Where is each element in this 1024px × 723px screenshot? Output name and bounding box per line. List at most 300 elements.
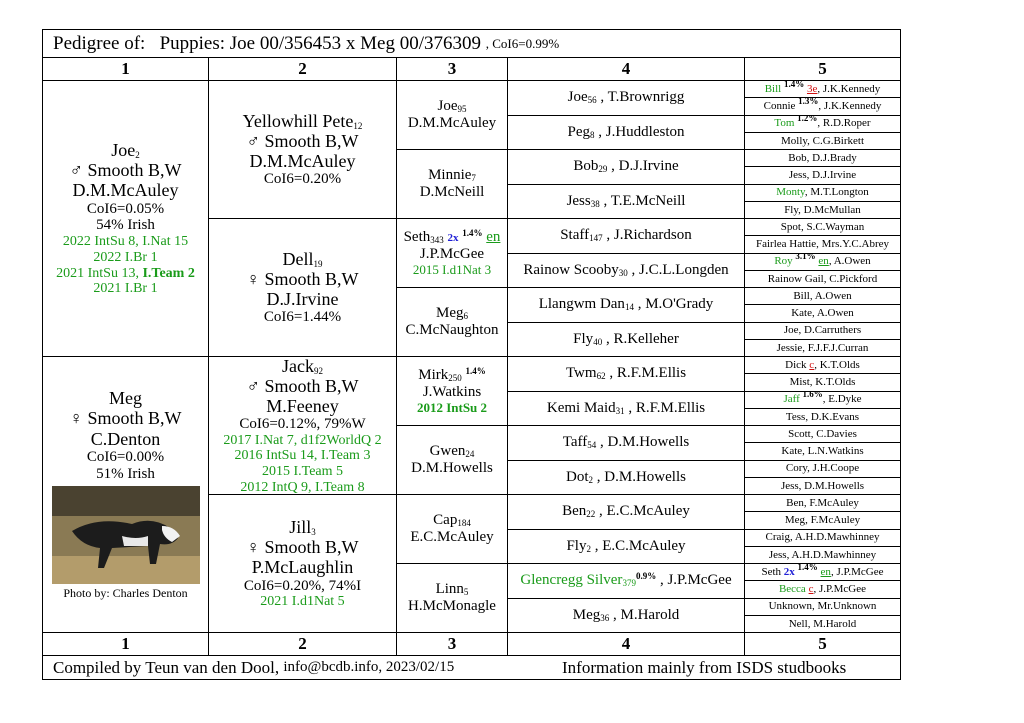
cell-line — [788, 428, 857, 440]
dog-number: 147 — [589, 233, 603, 244]
gen5-dog — [745, 392, 900, 409]
coi-pct-sup — [636, 571, 656, 581]
owner: , T.E.McNeill — [603, 192, 686, 209]
coi-pct-sup — [784, 81, 804, 89]
gen-footer-4 — [508, 633, 745, 656]
dog-name: Kate — [791, 307, 812, 320]
gen5-dog — [745, 202, 900, 219]
gen5-dog — [745, 271, 900, 288]
owner: H.McMonagle — [408, 598, 496, 614]
gen-number: 2 — [298, 634, 307, 654]
cell-line — [109, 388, 142, 408]
cell-line — [790, 376, 856, 388]
dog-number-sub — [464, 587, 469, 597]
cell-line — [63, 587, 187, 600]
gen5-dog — [745, 288, 900, 305]
dog-name: Scott — [788, 427, 811, 440]
gen5-dog — [745, 323, 900, 340]
dog-name: Bill — [764, 82, 782, 95]
owner: D.J.Irvine — [266, 289, 339, 310]
cell-line — [250, 151, 356, 171]
owner: , D.J.Irvine — [806, 169, 857, 182]
flag-marker: en — [486, 228, 501, 245]
coi-pct-sup — [798, 564, 818, 572]
cell-line — [69, 408, 181, 428]
dog-name: Cory — [785, 462, 808, 475]
dog-name: Fly — [784, 203, 799, 216]
owner: , A.Owen — [811, 307, 854, 320]
dog-name: Peg — [567, 123, 590, 140]
cell-line — [563, 434, 689, 451]
title-coi: , CoI6=0.99% — [485, 35, 560, 51]
owner: J.P.McGee — [419, 245, 485, 262]
gen5-dog — [745, 167, 900, 184]
gen5-dog — [745, 340, 900, 357]
dog-name: Meg — [572, 606, 601, 623]
gen3-dog — [397, 219, 508, 288]
owner: , D.M.Howells — [600, 434, 690, 451]
cell-line — [523, 262, 728, 279]
cell-line — [413, 263, 491, 278]
cell-line — [781, 480, 864, 492]
gen3-dog — [397, 564, 508, 633]
owner: , C.Pickford — [823, 272, 878, 285]
cell-line — [73, 180, 179, 200]
dog-name: Jess — [566, 192, 591, 209]
flag-marker: en — [820, 565, 831, 578]
dog-name: Glencregg Silver — [520, 572, 623, 589]
dog-name: Craig — [765, 531, 790, 544]
owner: , D.M.Howells — [596, 468, 686, 485]
owner: E.C.McAuley — [410, 529, 494, 545]
dog-number: 6 — [463, 311, 468, 322]
dog-name: Meg — [436, 305, 464, 322]
owner: , Mrs.Y.C.Abrey — [816, 238, 889, 251]
gen4-dog — [508, 150, 745, 185]
cell-line — [560, 227, 692, 244]
dog-name: Fairlea Hattie — [756, 238, 817, 251]
dog-number-sub — [598, 164, 607, 174]
dog-number-sub — [314, 259, 323, 269]
coi-pct-sup — [797, 116, 817, 124]
cell-line — [765, 83, 881, 95]
coi: CoI6=0.05% — [86, 200, 165, 217]
flag-marker: c — [809, 358, 815, 371]
gen-footer-5 — [745, 633, 900, 656]
dog-name: Fly — [566, 537, 587, 554]
cell-line — [566, 538, 685, 555]
gen3-dog — [397, 288, 508, 357]
gen4-dog — [508, 530, 745, 565]
dog-name: Jessie — [776, 341, 803, 354]
cell-line — [430, 443, 475, 460]
owner: P.McLaughlin — [251, 557, 354, 578]
dog-number-sub — [588, 95, 597, 105]
cell-line — [779, 583, 866, 595]
dog-number: 24 — [465, 449, 475, 460]
owner: J.Watkins — [422, 383, 482, 400]
cell-line — [246, 269, 358, 289]
dog-number: 62 — [596, 371, 606, 382]
dog-name: Monty — [776, 186, 805, 199]
dog-number: 54 — [587, 440, 597, 451]
dog-number-sub — [430, 235, 444, 245]
cell-line — [111, 140, 140, 160]
gen-number: 4 — [621, 59, 631, 79]
cell-line — [781, 221, 864, 233]
dog-number: 40 — [593, 336, 603, 347]
flag-marker: en — [818, 255, 829, 268]
gen5-dog — [745, 512, 900, 529]
dog-number-sub — [448, 373, 462, 383]
cell-line — [423, 384, 481, 401]
gen5-dog — [745, 219, 900, 236]
cell-line — [433, 512, 471, 529]
gen5-dog — [745, 461, 900, 478]
dog-name: Bob — [573, 158, 599, 175]
coi-pct-sup — [795, 254, 815, 262]
cell-line — [761, 566, 883, 578]
dog-name: Nell — [788, 617, 808, 630]
gen-number: 1 — [121, 59, 130, 79]
footer-source: Information mainly from ISDS studbooks — [562, 657, 847, 677]
cell-line — [793, 290, 851, 302]
award-bold: I.Team 2 — [142, 265, 195, 281]
gen5-dog — [745, 185, 900, 202]
cell-line — [267, 289, 339, 309]
gen-header-5 — [745, 58, 900, 81]
award: 2021 I.d1Nat 5 — [260, 594, 345, 610]
owner: , D.J.Brady — [806, 151, 857, 164]
dog-number-sub — [600, 613, 609, 623]
owner: , J.C.L.Longden — [631, 261, 729, 278]
owner: , R.F.M.Ellis — [628, 399, 706, 416]
line-pct: 1.4% — [797, 564, 818, 572]
dog-name: Joe — [111, 140, 136, 161]
gen4-dog — [508, 254, 745, 289]
cell-line — [573, 158, 678, 175]
award: 2016 IntSu 14, I.Team 3 — [234, 448, 371, 464]
owner: , J.P.McGee — [830, 565, 884, 578]
dog-name: Becca — [778, 583, 806, 596]
owner: , K.T.Olds — [814, 358, 860, 371]
cell-line — [566, 365, 686, 382]
dog-number: 38 — [590, 198, 600, 209]
owner: , R.D.Roper — [817, 117, 871, 130]
gen5-dog — [745, 236, 900, 253]
gen3-dog — [397, 426, 508, 495]
dog-name: Unknown — [768, 600, 812, 613]
cell-line — [246, 537, 358, 557]
cell-line — [406, 322, 499, 339]
owner: C.Denton — [90, 428, 161, 449]
dog-name: Taff — [562, 434, 588, 451]
owner: , J.K.Kennedy — [818, 100, 882, 113]
award: 2022 IntSu 8, I.Nat 15 — [62, 234, 189, 250]
cell-line — [774, 117, 870, 129]
cell-line — [786, 497, 859, 509]
cell-line — [63, 234, 188, 250]
gen5-dog — [745, 254, 900, 271]
cell-line — [420, 184, 485, 201]
cell-line — [756, 238, 889, 250]
dog-name: Mirk — [418, 366, 449, 383]
dog-name: Tess — [785, 410, 806, 423]
gen5-dog — [745, 305, 900, 322]
coi: CoI6=0.00% — [86, 448, 165, 465]
owner: , E.C.McAuley — [599, 503, 690, 520]
cell-line — [264, 171, 341, 188]
dog-name: Linn — [435, 581, 464, 598]
gen5-dog — [745, 374, 900, 391]
cell-line — [410, 529, 493, 546]
gen-number: 4 — [621, 634, 631, 654]
gen4-dog — [508, 81, 745, 116]
gen5-dog — [745, 426, 900, 443]
cell-line — [791, 307, 854, 319]
dog-name: Fly — [573, 330, 594, 347]
cell-line — [404, 229, 501, 246]
photo-caption: Photo by: Charles Denton — [63, 586, 188, 601]
gen-number: 1 — [121, 634, 130, 654]
dog-number-sub — [586, 544, 591, 554]
cell-line — [91, 429, 161, 449]
cell-line — [428, 167, 476, 184]
owner: , L.N.Watkins — [802, 445, 864, 458]
coi-pct-sup — [798, 98, 818, 106]
dog-name: Connie — [763, 100, 796, 113]
sex-coat: ♀ Smooth B,W — [69, 408, 182, 429]
gen-footer-3 — [397, 633, 508, 656]
dog-number-sub — [589, 233, 603, 243]
gen5-dog — [745, 495, 900, 512]
gen-number: 3 — [447, 59, 457, 79]
owner: , J.K.Kennedy — [817, 82, 881, 95]
cell-line — [520, 572, 731, 589]
cell-line — [562, 503, 690, 520]
line-pct: 0.9% — [635, 571, 657, 582]
dog-number: 31 — [615, 405, 625, 416]
owner: , C.G.Birkett — [807, 134, 865, 147]
dog-number: 2 — [586, 543, 591, 554]
dog-number: 12 — [353, 120, 363, 131]
duplicate-marker: 2x — [783, 565, 795, 578]
dog-number: 30 — [618, 267, 628, 278]
cell-line — [573, 607, 680, 624]
owner: , R.F.M.Ellis — [609, 365, 687, 382]
dog-number: 92 — [313, 365, 323, 376]
dog-number: 343 — [430, 234, 444, 245]
title-subject: Puppies: Joe 00/356453 x Meg 00/376309 — [159, 32, 481, 54]
gen-footer-1 — [43, 633, 209, 656]
cell-line — [766, 531, 880, 543]
cell-line — [438, 98, 467, 115]
sex-coat: ♀ Smooth B,W — [246, 269, 359, 290]
owner: , M.Harold — [807, 617, 857, 630]
gen5-dog — [745, 478, 900, 495]
dog-name: Seth — [761, 565, 782, 578]
dog-name: Kate — [781, 445, 803, 458]
cell-line — [252, 557, 354, 577]
dog-name: Gwen — [429, 443, 466, 460]
dog-number-sub — [458, 104, 467, 114]
cell-line — [776, 186, 869, 198]
owner: D.M.McAuley — [407, 115, 497, 131]
dog-name: Cap — [433, 512, 458, 529]
cell-line — [289, 517, 316, 537]
gen5-dog — [745, 530, 900, 547]
coi: CoI6=0.20%, 74%I — [243, 577, 362, 594]
sex-coat: ♀ Smooth B,W — [246, 537, 359, 558]
gen4-dog — [508, 495, 745, 530]
cell-line — [789, 169, 856, 181]
owner: , T.Brownrigg — [600, 89, 685, 106]
owner: D.M.McAuley — [249, 151, 356, 172]
cell-line — [87, 201, 164, 218]
dog-number: 8 — [590, 129, 595, 140]
gen4-dog — [508, 185, 745, 220]
owner: , F.J.F.J.Curran — [802, 341, 869, 354]
gen-header-4 — [508, 58, 745, 81]
owner: , J.P.McGee — [813, 583, 867, 596]
cell-line — [781, 135, 864, 147]
dog-name: Kemi Maid — [546, 399, 616, 416]
gen-number: 3 — [447, 634, 457, 654]
cell-line — [539, 296, 714, 313]
dog-number-sub — [353, 121, 362, 131]
cell-line — [436, 581, 469, 598]
gen5-dog — [745, 81, 900, 98]
cell-line — [418, 367, 486, 384]
cell-line — [260, 594, 344, 610]
gen-number: 2 — [298, 59, 307, 79]
footer-contact: info@bcdb.info, 2023/02/15 — [283, 659, 455, 675]
dog-number-sub — [625, 302, 634, 312]
line-pct: 1.4% — [783, 81, 805, 89]
dog-name: Llangwm Dan — [538, 296, 625, 313]
dog-name: Ben — [786, 496, 804, 509]
cell-line — [408, 115, 496, 132]
gen3-dog — [397, 495, 508, 564]
award: 2015 I.Team 5 — [261, 464, 344, 480]
dog-name: Dot — [566, 468, 589, 485]
dog-number: 22 — [586, 509, 596, 520]
dog-name: Twm — [565, 365, 597, 382]
cell-line — [283, 249, 323, 269]
gen5-dog — [745, 133, 900, 150]
line-pct: 1.6% — [802, 391, 823, 400]
dog-name: Mist — [789, 376, 810, 389]
dog-number-sub — [457, 518, 471, 528]
gen-header-1 — [43, 58, 209, 81]
gen4-dog — [508, 392, 745, 427]
dog-name: Minnie — [428, 167, 472, 184]
dog-number: 184 — [457, 518, 471, 529]
gen4-dog — [508, 426, 745, 461]
breed-pct: 51% Irish — [96, 465, 155, 482]
dog-name: Jess — [768, 548, 787, 561]
award: 2012 IntSu 2 — [416, 399, 488, 415]
award: 2022 I.Br 1 — [93, 249, 158, 265]
dog-number-sub — [587, 440, 596, 450]
flag-marker: 3e — [806, 82, 818, 95]
owner: , K.T.Olds — [809, 376, 856, 389]
gen5-dog — [745, 564, 900, 581]
sex-coat: ♂ Smooth B,W — [246, 375, 359, 396]
award: 2021 I.Br 1 — [93, 281, 158, 297]
cell-line — [764, 100, 882, 112]
cell-line — [93, 250, 157, 266]
sex-coat: ♂ Smooth B,W — [246, 131, 359, 152]
gen5-dog — [745, 581, 900, 598]
dog-name: Roy — [774, 255, 793, 268]
dog-number: 3 — [311, 527, 316, 538]
gen-header-2 — [209, 58, 397, 81]
dog-number-sub — [589, 475, 594, 485]
cell-line — [266, 396, 338, 416]
cell-line — [96, 217, 155, 234]
dog-name: Spot — [780, 220, 801, 233]
gen4-dog — [508, 564, 745, 599]
dog-number: 19 — [313, 258, 323, 269]
coi: CoI6=1.44% — [263, 309, 342, 326]
owner: , M.Harold — [613, 606, 680, 623]
owner: , A.Owen — [809, 289, 852, 302]
cell-line — [786, 462, 859, 474]
cell-line — [246, 131, 358, 151]
gen1-dog — [43, 357, 209, 633]
owner: , D.McMullan — [798, 203, 861, 216]
owner: , D.Carruthers — [798, 324, 862, 337]
cell-line — [785, 359, 860, 371]
owner: , J.H.Coope — [807, 462, 860, 475]
owner: D.M.Howells — [411, 460, 493, 476]
owner: , D.M.Howells — [798, 479, 865, 492]
gen5-dog — [745, 150, 900, 167]
award: 2017 I.Nat 7, d1f2WorldQ 2 — [223, 432, 382, 448]
gen4-dog — [508, 323, 745, 358]
dog-number-sub — [586, 509, 595, 519]
dog-number: 29 — [598, 164, 608, 175]
line-pct: 1.4% — [462, 227, 483, 238]
dog-name: Joe — [567, 89, 588, 106]
dog-name: Meg — [784, 514, 806, 527]
cell-line — [244, 578, 361, 595]
cell-line — [243, 111, 363, 131]
owner: , R.Kelleher — [605, 330, 679, 347]
gen4-dog — [508, 219, 745, 254]
gen1-dog — [43, 81, 209, 357]
owner: , M.O'Grady — [637, 296, 714, 313]
dog-name: Ben — [562, 503, 587, 520]
gen5-dog — [745, 443, 900, 460]
cell-line — [789, 618, 857, 630]
gen5-dog — [745, 357, 900, 374]
dog-name: Dell — [282, 248, 314, 269]
dog-name: Dick — [785, 358, 807, 371]
owner: D.M.McAuley — [72, 180, 179, 201]
dog-number: 5 — [463, 587, 469, 598]
cell-line — [573, 331, 679, 348]
cell-line — [417, 401, 487, 416]
dog-name: Jess — [780, 479, 799, 492]
dog-number-sub — [622, 578, 636, 588]
owner: , A.Owen — [828, 255, 871, 268]
cell-line — [567, 193, 686, 210]
cell-line — [436, 305, 468, 322]
owner: , D.J.Irvine — [611, 158, 679, 175]
dog-number-sub — [314, 366, 323, 376]
